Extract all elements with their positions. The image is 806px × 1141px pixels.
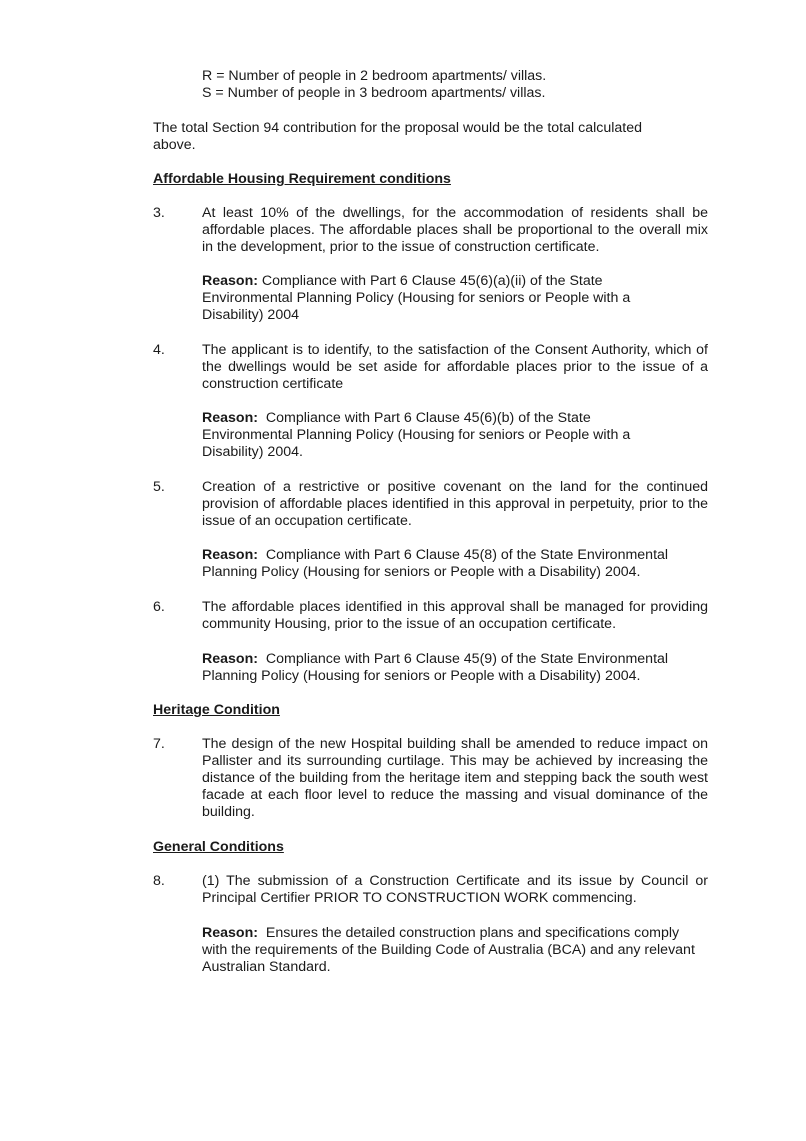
condition-3-reason-label: Reason: [202,273,258,289]
condition-6-reason-label: Reason: [202,651,258,667]
condition-3-reason-text: Compliance with Part 6 Clause 45(6)(a)(ii) of the State Environmental Planning Policy (Housing for seniors or People with a Disability) 2004 [202,273,631,323]
general-conditions-heading: General Conditions [153,839,284,855]
heritage-heading: Heritage Condition [153,702,280,718]
total-contribution-text: The total Section 94 contribution for the proposal would be the total calculated above. [153,120,642,153]
condition-3-text: At least 10% of the dwellings, for the accommodation of residents shall be affordable places. The affordable places shall be proportional to the overall mix in the development, prior to the issue of construction certificate. [202,205,708,255]
condition-7-text: The design of the new Hospital building shall be amended to reduce impact on Pallister and its surrounding curtilage. This may be achieved by increasing the distance of the building from the heritage item and stepping back the south west facade at each floor level to reduce the massing and visual dominance of the building. [202,736,708,820]
condition-6-reason-text: Compliance with Part 6 Clause 45(9) of the State Environmental Planning Policy (Housing for seniors or People with a Disability) 2004. [202,651,673,684]
condition-6-reason [202,651,708,685]
condition-8-reason-label: Reason: [202,925,258,941]
condition-4-text: The applicant is to identify, to the satisfaction of the Consent Authority, which of the dwellings would be set aside for affordable places prior to the issue of a construction certificate [202,342,708,392]
affordable-housing-heading: Affordable Housing Requirement conditions [153,171,451,187]
condition-4-reason [202,410,672,461]
condition-8-reason [202,925,702,976]
condition-8-number: 8. [153,873,165,889]
condition-5-reason-text: Compliance with Part 6 Clause 45(8) of the State Environmental Planning Policy (Housing for seniors or People with a Disability) 2004. [202,547,673,580]
condition-5-text: Creation of a restrictive or positive covenant on the land for the continued provision of affordable places identified in this approval in perpetuity, prior to the issue of an occupation certificate. [202,479,708,529]
condition-5-reason [202,547,708,581]
condition-4-number: 4. [153,342,165,358]
condition-4-reason-text: Compliance with Part 6 Clause 45(6)(b) of the State Environmental Planning Policy (Housing for seniors or People with a Disability) 2004. [202,410,635,460]
condition-7-number: 7. [153,736,165,752]
s-definition: S = Number of people in 3 bedroom apartments/ villas. [202,85,546,101]
condition-5-reason-label: Reason: [202,547,258,563]
condition-8-text: (1) The submission of a Construction Certificate and its issue by Council or Principal Certifier PRIOR TO CONSTRUCTION WORK commencing. [202,873,708,906]
condition-3-number: 3. [153,205,165,221]
condition-6-text: The affordable places identified in this approval shall be managed for providing community Housing, prior to the issue of an occupation certificate. [202,599,708,632]
condition-8-reason-text: Ensures the detailed construction plans and specifications comply with the requirements of the Building Code of Australia (BCA) and any relevant Australian Standard. [202,925,699,975]
r-definition: R = Number of people in 2 bedroom apartments/ villas. [202,68,547,84]
condition-6-number: 6. [153,599,165,615]
condition-4-reason-label: Reason: [202,410,258,426]
condition-3-reason [202,273,672,324]
condition-5-number: 5. [153,479,165,495]
